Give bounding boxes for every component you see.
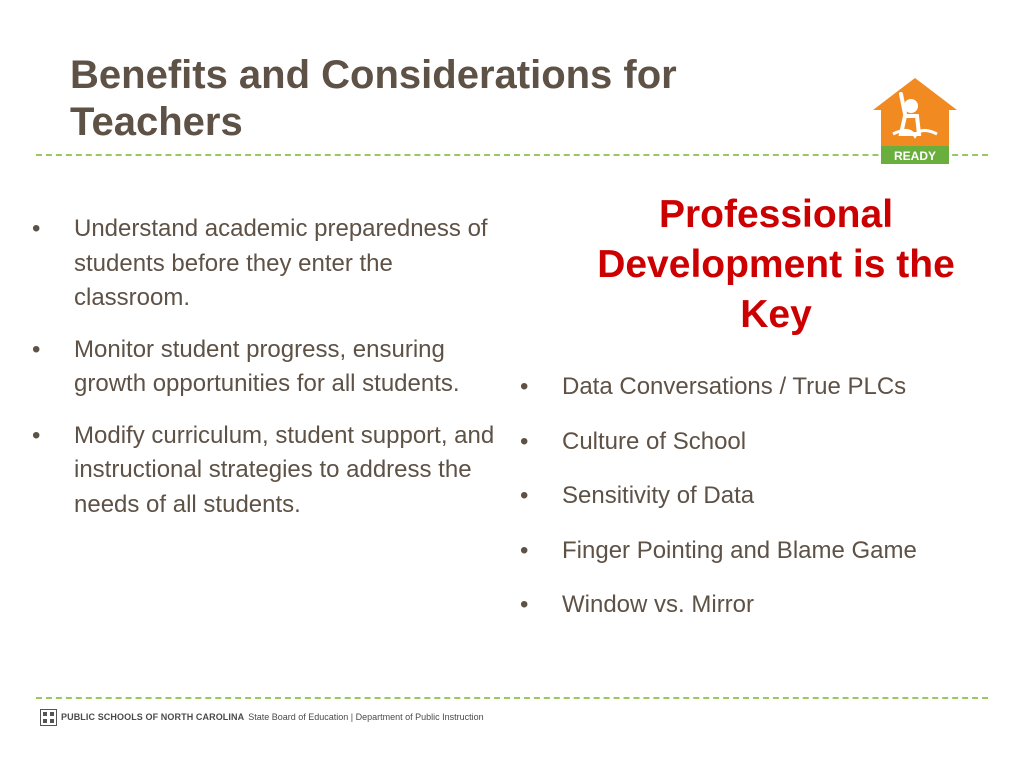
list-item <box>514 425 994 459</box>
list-item-text: Understand academic preparedness of students before they enter the classroom. <box>74 215 488 311</box>
list-item-text: Monitor student progress, ensuring growth opportunities for all students. <box>74 335 460 397</box>
professional-development-heading: Professional Development is the Key <box>597 193 955 336</box>
nc-dpi-seal-icon <box>40 709 57 726</box>
list-item <box>514 588 994 622</box>
bullet: • <box>32 421 41 449</box>
footer-department: State Board of Education | Department of Public Instruction <box>248 712 484 722</box>
footer <box>40 708 484 726</box>
bullet: • <box>32 335 41 363</box>
bullet: • <box>520 536 529 564</box>
ready-badge-text: READY <box>893 149 937 163</box>
list-item-text: Sensitivity of Data <box>562 482 755 509</box>
bullet: • <box>520 482 529 509</box>
list-item <box>26 419 496 523</box>
list-item <box>514 479 994 513</box>
pd-considerations-list <box>514 370 994 643</box>
bullet: • <box>520 373 529 400</box>
top-dashed-divider <box>36 154 988 156</box>
bullet: • <box>520 427 529 455</box>
list-item-text: Window vs. Mirror <box>562 591 755 618</box>
ready-logo <box>871 76 959 166</box>
list-item <box>26 333 496 402</box>
bullet: • <box>520 591 529 618</box>
list-item <box>514 534 994 568</box>
footer-org-name: PUBLIC SCHOOLS OF NORTH CAROLINA <box>61 712 245 722</box>
slide-title: Benefits and Considerations for Teachers <box>70 53 677 144</box>
house-icon <box>873 78 957 148</box>
bullet: • <box>32 215 41 242</box>
list-item <box>514 370 994 404</box>
list-item-text: Data Conversations / True PLCs <box>562 373 907 400</box>
list-item-text: Culture of School <box>562 427 747 455</box>
list-item-text: Finger Pointing and Blame Game <box>562 536 917 564</box>
bottom-dashed-divider <box>36 697 988 699</box>
teacher-benefits-list <box>26 212 496 539</box>
list-item-text: Modify curriculum, student support, and instructional strategies to address the needs of all students. <box>74 421 495 518</box>
list-item <box>26 212 496 316</box>
